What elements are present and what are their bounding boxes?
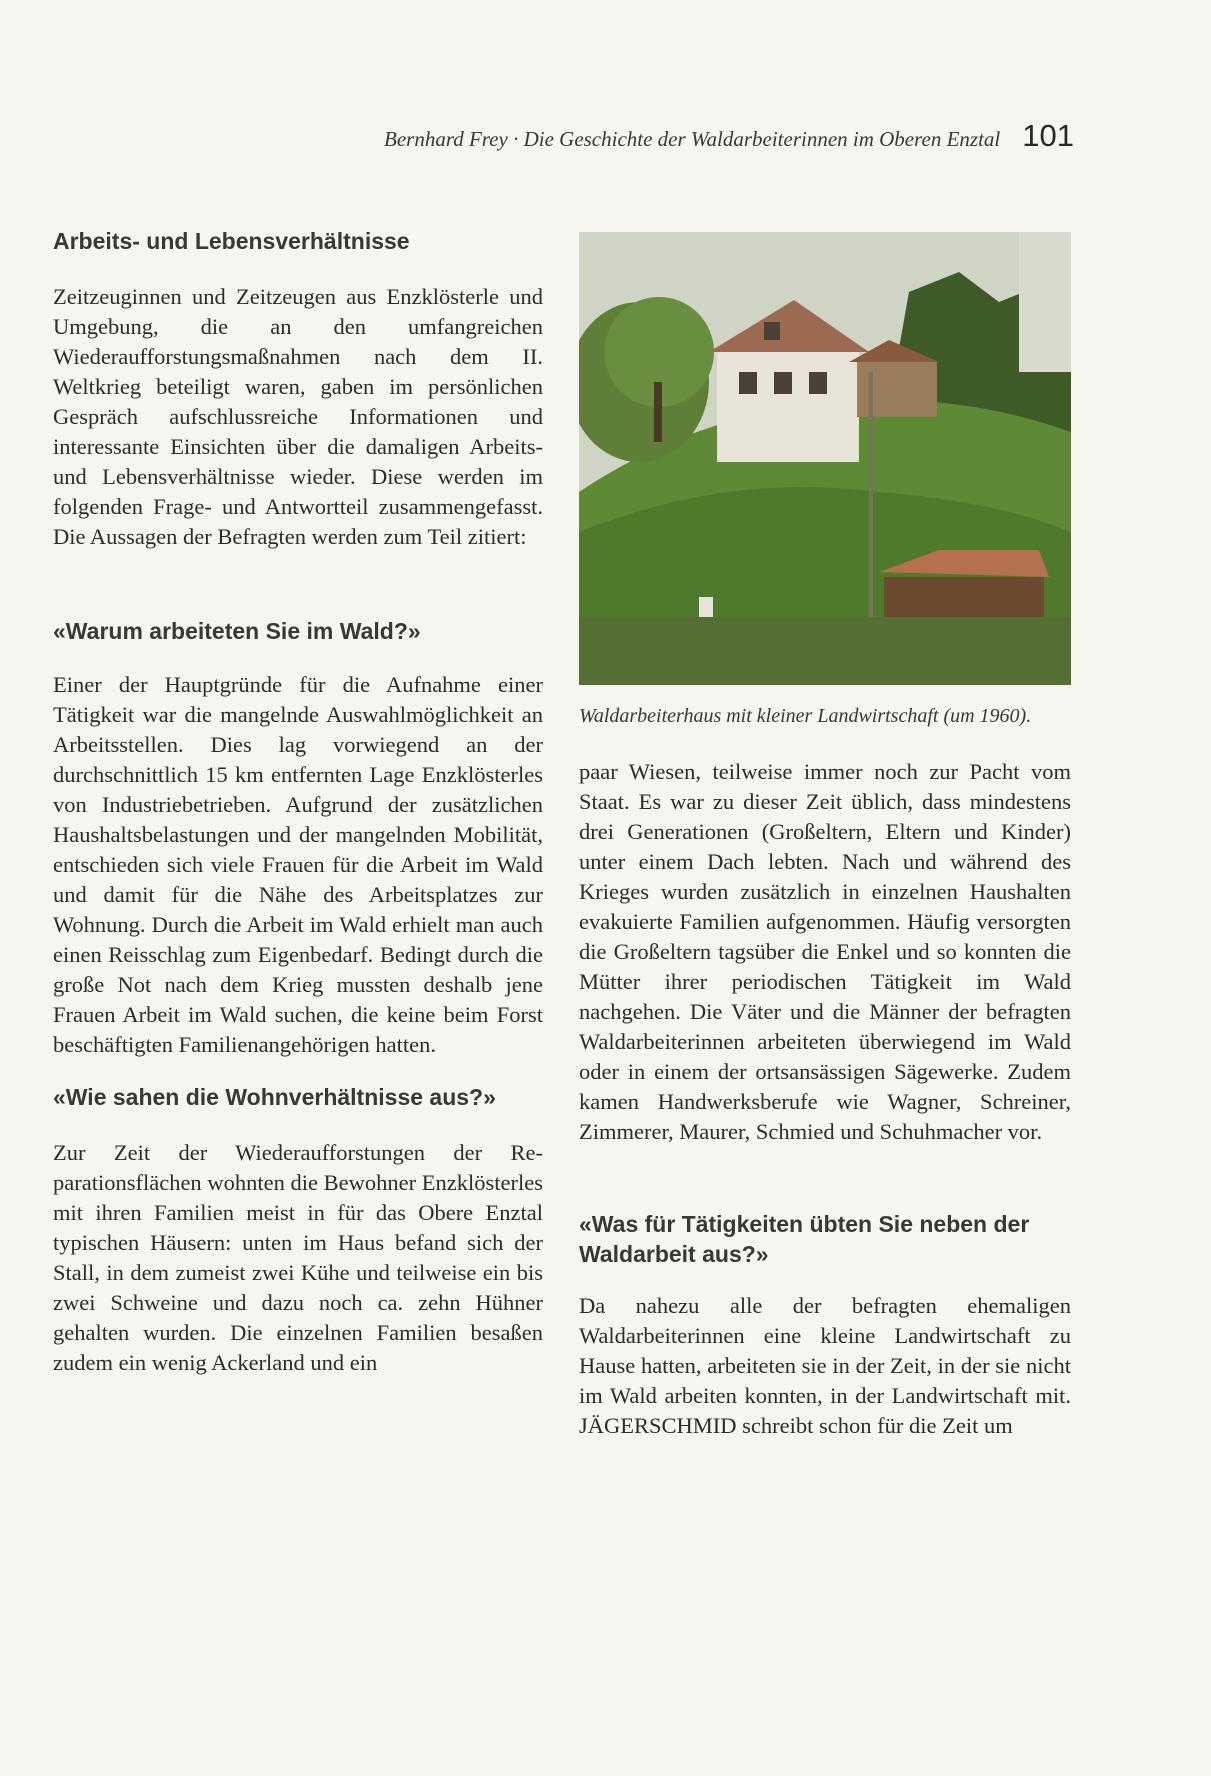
answer-why-forest: Einer der Hauptgründe für die Aufnahme einer Tätigkeit war die mangelnde Auswahlmöglichkeit an Arbeitsstellen. Dies lag vorwiegend an der durchschnittlich 15 km entfernten Lage Enzklösterles von Industriebetrieben. Aufgrund der zusätzlichen Haushaltsbelastungen und der mangelnden Mobilität, entschieden sich viele Frauen für die Arbeit im Wald und damit für die Nähe des Arbeitsplatzes zur Wohnung. Durch die Arbeit im Wald erhielt man auch einen Reisschlag zum Eigenbedarf. Bedingt durch die große Not nach dem Krieg mussten deshalb jene Frauen Arbeit im Wald suchen, die keine beim Forst beschäftigten Familienangehörigen hatten.: [53, 672, 543, 1057]
question-other-activities: «Was für Tätigkeiten übten Sie neben der Waldarbeit aus?»: [579, 1211, 1030, 1267]
page-number: 101: [1022, 118, 1074, 153]
intro-paragraph: Zeitzeuginnen und Zeitzeugen aus Enzklösterle und Umgebung, die an den umfangreichen Wiederaufforstungsmaßnahmen nach dem II. Weltkrieg beteiligt waren, gaben im persönlichen Gespräch aufschlussreiche Informationen und interessante Einsichten über die damaligen Arbeits- und Lebensverhältnisse wieder. Diese werden im folgenden Frage- und Antwortteil zusammengefasst. Die Aussagen der Befragten werden zum Teil zitiert:: [53, 284, 543, 549]
running-title: Bernhard Frey · Die Geschichte der Waldarbeiterinnen im Oberen Enztal: [384, 127, 1001, 151]
left-column: [53, 226, 543, 1378]
forest-worker-house-photo: [579, 232, 1071, 685]
answer-other-activities: Da nahezu alle der befragten ehemaligen Waldarbeiterinnen eine kleine Landwirtschaft zu Hause hatten, arbeiteten sie in der Zeit, in der sie nicht im Wald arbeiten konnten, in der Landwirtschaft mit. JÄGERSCHMID schreibt schon für die Zeit um: [579, 1293, 1071, 1438]
photo-illustration: [579, 232, 1071, 685]
photo-caption: Waldarbeiterhaus mit kleiner Landwirtschaft (um 1960).: [579, 705, 1032, 727]
question-housing: «Wie sahen die Wohnverhältnisse aus?»: [53, 1084, 496, 1110]
answer-housing: Zur Zeit der Wiederaufforstungen der Reparationsflächen wohnten die Bewohner Enzklösterles mit ihren Familien meist in für das Obere Enztal typischen Häusern: unten im Haus befand sich der Stall, in dem zumeist zwei Kühe und teilweise ein bis zwei Schweine und dazu noch ca. zehn Hühner gehalten wurden. Die einzelnen Familien besaßen zudem ein wenig Ackerland und ein: [53, 1140, 543, 1375]
right-column: [579, 232, 1071, 1441]
continued-paragraph: paar Wiesen, teilweise immer noch zur Pacht vom Staat. Es war zu dieser Zeit üblich, dass mindestens drei Generationen (Großeltern, Eltern und Kinder) unter einem Dach lebten. Nach und während des Krieges wurden zusätzlich in einzelnen Haushalten evakuierte Familien aufgenommen. Häufig versorgten die Großeltern tagsüber die Enkel und so konnten die Mütter ihrer periodischen Tätigkeit im Wald nachgehen. Die Väter und die Männer der befragten Waldarbeiterinnen arbeiteten überwiegend im Wald oder in einem der ortsansässigen Sägewerke. Zudem kamen Handwerksberufe wie Wagner, Schreiner, Zimmerer, Maurer, Schmied und Schuhmacher vor.: [579, 759, 1071, 1144]
question-why-forest: «Warum arbeiteten Sie im Wald?»: [53, 618, 421, 644]
running-header: [264, 118, 1074, 154]
section-heading: Arbeits- und Lebensverhältnisse: [53, 228, 410, 254]
